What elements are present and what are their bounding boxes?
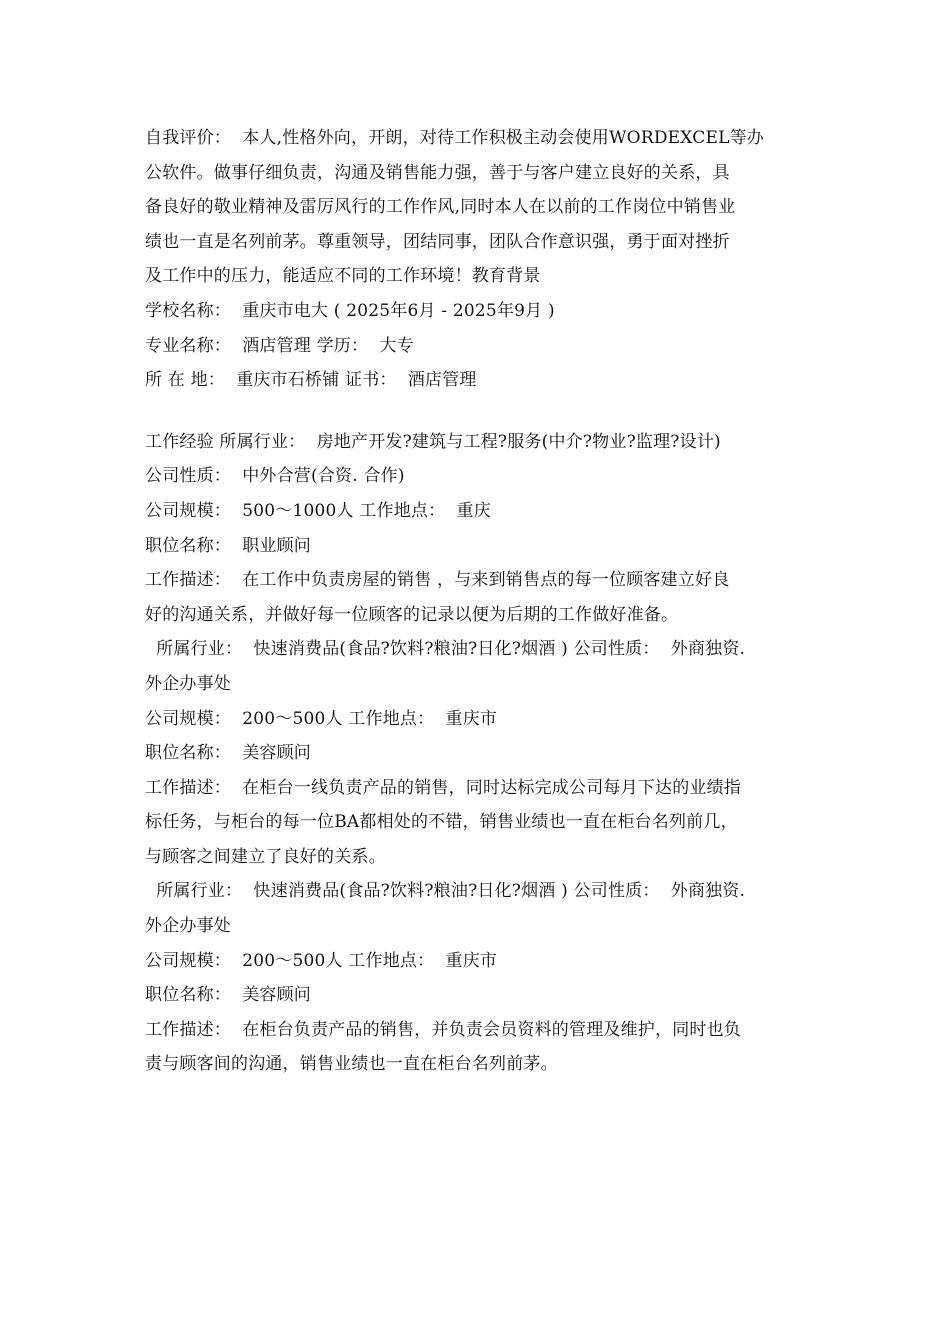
text-line: 公司规模： 500～1000人 工作地点： 重庆: [145, 500, 491, 521]
section-gap: [145, 398, 815, 425]
text-line: 与顾客之间建立了良好的关系。: [145, 846, 386, 867]
text-line: 备良好的敬业精神及雷厉风行的工作作风,同时本人在以前的工作岗位中销售业: [145, 197, 736, 218]
work-experience-section: [145, 425, 815, 1082]
text-line: 工作描述： 在工作中负责房屋的销售 ，与来到销售点的每一位顾客建立好良: [145, 570, 730, 591]
text-line: 所属行业： 快速消费品(食品?饮料?粮油?日化?烟酒 ) 公司性质： 外商独资.: [145, 639, 746, 660]
text-line: 公司规模： 200～500人 工作地点： 重庆市: [145, 708, 498, 729]
text-line: 工作经验 所属行业： 房地产开发?建筑与工程?服务(中介?物业?监理?设计): [145, 431, 721, 452]
text-line: 外企办事处: [145, 916, 231, 937]
text-line: 及工作中的压力，能适应不同的工作环境！教育背景: [145, 266, 541, 287]
text-line: 所 在 地： 重庆市石桥铺 证书： 酒店管理: [145, 370, 477, 391]
text-line: 学校名称： 重庆市电大 ( 2025年6月 - 2025年9月 ): [145, 300, 555, 321]
text-line: 责与顾客间的沟通，销售业绩也一直在柜台名列前茅。: [145, 1054, 558, 1075]
self-evaluation-education-section: [145, 121, 815, 398]
text-line: 工作描述： 在柜台一线负责产品的销售，同时达标完成公司每月下达的业绩指: [145, 777, 742, 798]
text-line: 好的沟通关系，并做好每一位顾客的记录以便为后期的工作做好准备。: [145, 604, 679, 625]
text-line: 工作描述： 在柜台负责产品的销售，并负责会员资料的管理及维护，同时也负: [145, 1019, 742, 1040]
text-line: 外企办事处: [145, 673, 231, 694]
text-line: 专业名称： 酒店管理 学历： 大专: [145, 335, 414, 356]
text-line: 所属行业： 快速消费品(食品?饮料?粮油?日化?烟酒 ) 公司性质： 外商独资.: [145, 881, 746, 902]
text-line: 职位名称： 美容顾问: [145, 743, 312, 764]
text-line: 公司规模： 200～500人 工作地点： 重庆市: [145, 950, 498, 971]
text-line: 绩也一直是名列前茅。尊重领导，团结同事，团队合作意识强，勇于面对挫折: [145, 231, 730, 252]
text-line: 标任务，与柜台的每一位BA都相处的不错，销售业绩也一直在柜台名列前几，: [145, 812, 738, 833]
text-line: 公软件。做事仔细负责，沟通及销售能力强，善于与客户建立良好的关系，具: [145, 162, 730, 183]
text-line: 自我评价： 本人,性格外向，开朗，对待工作积极主动会使用WORDEXCEL等办: [145, 128, 764, 148]
text-line: 公司性质： 中外合营(合资. 合作): [145, 466, 405, 487]
document-page: [145, 121, 815, 1082]
text-line: 职位名称： 美容顾问: [145, 985, 312, 1006]
text-line: 职位名称： 职业顾问: [145, 535, 312, 556]
